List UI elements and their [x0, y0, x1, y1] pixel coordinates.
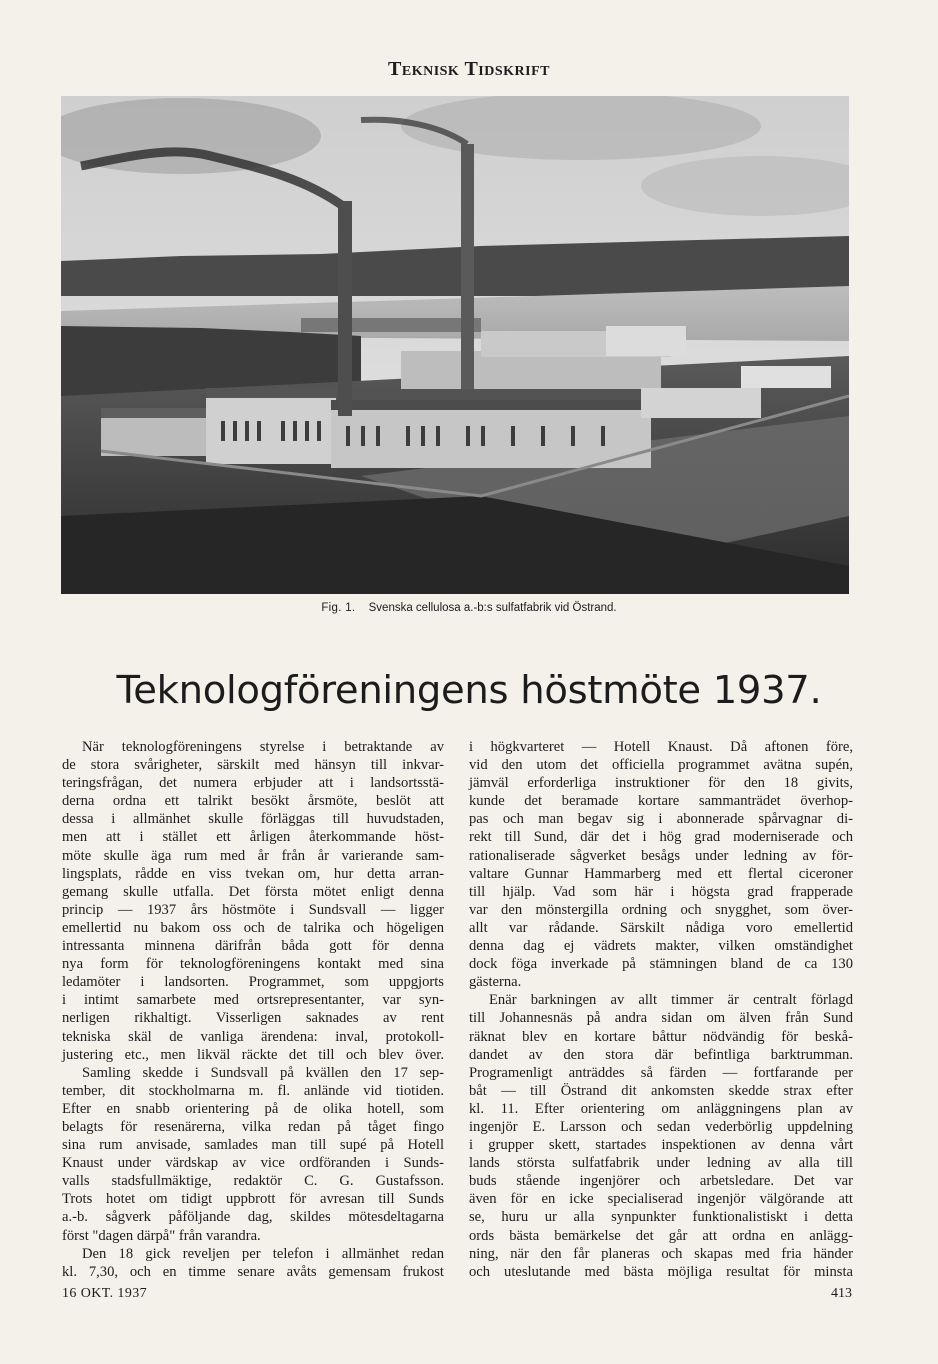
text-line: ingenjör E. Larsson och sedan vederbörlig uppdelning [469, 1118, 853, 1135]
text-line: tekniska skäl de vanliga ärendena: inval, protokoll- [62, 1028, 444, 1045]
text-line: sina rum anvisade, samlades man till supé på Hotell [62, 1137, 444, 1154]
text-line: Samling skedde i Sundsvall på kvällen den 17 sep- [82, 1064, 444, 1081]
text-line: lands största sulfatfabrik under ledning av alla till [469, 1155, 853, 1172]
text-line: först "dagen därpå" från varandra. [62, 1227, 261, 1244]
text-line: princip — 1937 års höstmöte i Sundsvall — ligger [62, 901, 444, 918]
article-title: Teknologföreningens höstmöte 1937. [116, 668, 822, 713]
text-line: gästerna. [469, 974, 522, 991]
text-line: nerligen rikhaltigt. Visserligen saknades av rent [62, 1010, 444, 1027]
text-line: derna ordna ett talrikt besökt årsmöte, beslöt att [62, 793, 444, 810]
text-line: Trots hotet om tidigt uppbrott för avresan till Sunds [62, 1191, 444, 1208]
text-line: pas och man begav sig i abonnerade spårvagnar di- [469, 811, 853, 828]
text-line: ning, när den får planeras och skapas med fria händer [469, 1245, 853, 1262]
text-line: även för en icke specialiserad ingenjör välgörande att [469, 1191, 853, 1208]
text-line: ledamöter i landsorten. Programmet, som uppgjorts [62, 974, 444, 991]
text-line: nya form för teknologföreningens kontakt med sina [62, 956, 444, 973]
text-line: men att i stället ett årligen återkommande höst- [62, 829, 444, 846]
text-line: rekt till Sund, där det i hög grad moderniserade och [469, 829, 853, 846]
text-line: tember, dit stockholmarna m. fl. anlände vid tiotiden. [62, 1082, 444, 1099]
text-line: i högkvarteret — Hotell Knaust. Då aftonen före, [469, 739, 853, 755]
text-line: Enär barkningen av allt timmer är centralt förlagd [489, 992, 853, 1009]
text-line: valls stadsfullmäktige, redaktör C. G. Gustafsson. [62, 1173, 444, 1190]
issue-date: 16 OKT. 1937 [62, 1286, 148, 1301]
text-line: Den 18 gick reveljen per telefon i allmänhet redan [82, 1245, 444, 1262]
article-right-column [469, 738, 853, 1281]
text-line: Knaust under värdskap av vice ordföranden i Sunds- [62, 1155, 444, 1172]
journal-title: Teknisk Tidskrift [388, 58, 550, 80]
text-line: rationaliserade sågverket besågs under ledning av för- [469, 847, 853, 864]
text-line: buds stående ingenjörer och arbetsledare. Det var [469, 1173, 853, 1190]
text-line: ords bästa bemärkelse det går att ordna en anlägg- [469, 1227, 853, 1244]
text-line: de stora svårigheter, särskilt med hänsyn till inkvar- [62, 757, 444, 774]
text-line: båt — till Östrand dit ankomsten skedde strax efter [469, 1082, 853, 1099]
text-line: till Johannesnäs på andra sidan om älven från Sund [469, 1010, 853, 1027]
text-line: a.-b. sågverk påföljande dag, skildes mötesdeltagarna [62, 1209, 444, 1226]
text-line: kl. 7,30, och en timme senare avåts gemensam frukost [62, 1263, 444, 1280]
text-line: kl. 11. Efter orientering om anläggningens plan av [469, 1100, 853, 1117]
text-line: gemang skulle utfalla. Det första mötet enligt denna [62, 883, 444, 900]
text-line: i grupper skett, startades inspektionen av denna vårt [469, 1137, 853, 1154]
text-line: valtare Gunnar Hammarberg med ett flertal ciceroner [469, 865, 853, 882]
page-number: 413 [831, 1286, 852, 1301]
text-line: kunde det beramade kortare sammanträdet överhop- [469, 793, 853, 810]
text-line: emellertid nu bakom oss och de talrika och högeligen [62, 919, 444, 936]
figure-caption [0, 602, 938, 614]
text-line: räknat blev en kortare båttur nödvändig för beskå- [469, 1028, 853, 1045]
text-line: intressanta minnena därifrån båda gott för denna [62, 938, 444, 955]
text-line: möte skulle äga rum med år från år varierande sam- [62, 847, 444, 864]
text-line: teringsfrågan, det numera erbjuder att i landsortsstä- [62, 775, 444, 792]
factory-photograph [61, 96, 849, 594]
text-line: denna dag ej vädrets makter, vilken omständighet [469, 938, 853, 955]
text-line: jämväl erforderliga instruktioner för den 18 givits, [469, 775, 853, 792]
text-line: dock föga inverkade på stämningen bland de ca 130 [469, 956, 853, 973]
text-line: var den mönstergilla ordning och snygghet, som över- [469, 901, 853, 918]
text-line: till hjälp. Vad som här i högsta grad frapperade [469, 883, 853, 900]
figure-number: Fig. 1. [321, 602, 356, 614]
article-left-column [62, 738, 444, 1281]
text-line: och uteslutande med bästa möjliga resultat för minsta [469, 1263, 853, 1280]
text-line: lingsplats, rådde en viss tvekan om, hur detta arran- [62, 865, 444, 882]
text-line: se, huru ur alla synpunkter funktionalistiskt i detta [469, 1209, 853, 1226]
text-line: dandet av den stora där befintliga barktrumman. [469, 1046, 853, 1063]
figure-caption-text: Svenska cellulosa a.-b:s sulfatfabrik vid Östrand. [368, 602, 617, 614]
text-line: vid den utom det officiella programmet avätna supén, [469, 757, 853, 774]
text-line: allt var rådande. Särskilt nådiga voro emellertid [469, 919, 853, 936]
text-line: När teknologföreningens styrelse i betraktande av [82, 739, 444, 755]
text-line: Programenligt anträddes så färden — fortfarande per [469, 1064, 853, 1081]
text-line: belagts för resenärerna, vilka redan på tåget fingo [62, 1118, 444, 1135]
text-line: i intimt samarbete med ortsrepresentanter, var syn- [62, 992, 444, 1009]
text-line: justering etc., men likväl räckte det till och blev över. [62, 1046, 444, 1063]
text-line: dessa i allmänhet skulle förläggas till huvudstaden, [62, 811, 444, 828]
text-line: Efter en snabb orientering på de olika hotell, som [62, 1100, 444, 1117]
